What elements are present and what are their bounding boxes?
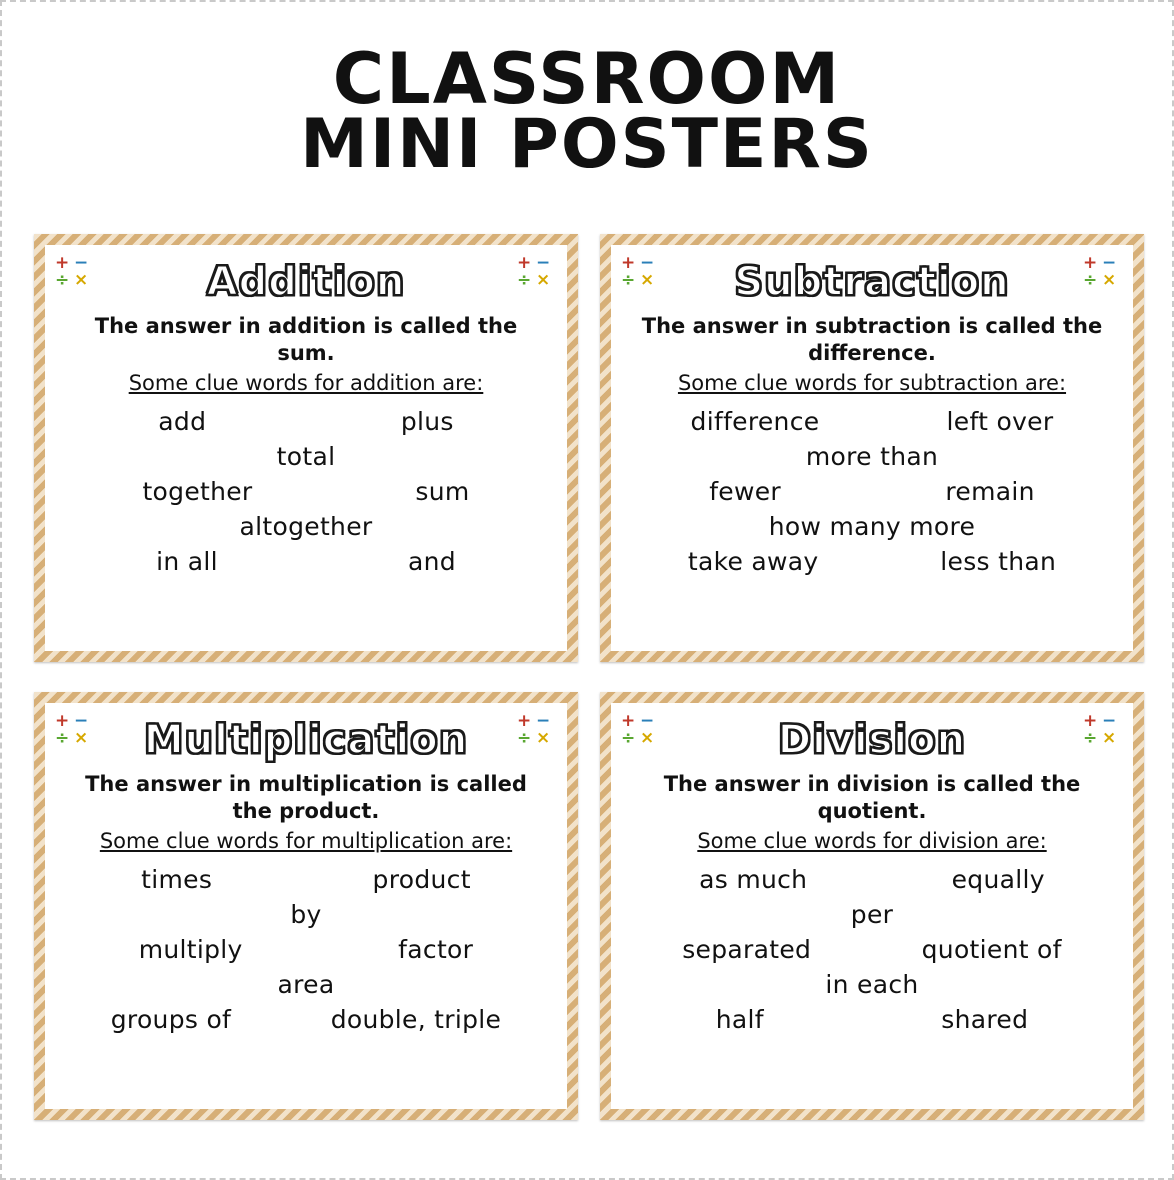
poster-subtraction[interactable]	[600, 234, 1144, 662]
times-icon: ×	[74, 270, 89, 290]
answer-text: The answer in multiplication is called the	[85, 772, 527, 823]
clue-word-row	[61, 1005, 551, 1034]
clue-word: difference	[690, 406, 820, 436]
plus-icon: +	[55, 711, 70, 731]
clue-word: less than	[940, 546, 1057, 576]
clue-heading-multiplication: Some clue words for multiplication are:	[99, 828, 513, 853]
minus-icon: −	[1102, 711, 1117, 731]
clue-word: equally	[951, 864, 1045, 894]
math-symbols-left	[621, 713, 661, 749]
clue-word: in each	[825, 969, 919, 999]
clue-word: take away	[687, 546, 819, 576]
times-icon: ×	[640, 270, 655, 290]
poster-frame-division	[600, 692, 1144, 1120]
answer-statement-addition	[71, 313, 541, 367]
clue-word-row	[61, 547, 551, 576]
clue-word: per	[850, 899, 894, 929]
poster-title-subtraction: Subtraction	[734, 259, 1010, 305]
divide-icon: ÷	[55, 728, 70, 748]
clue-word: groups of	[110, 1004, 232, 1034]
times-icon: ×	[1102, 270, 1117, 290]
math-symbols-left	[55, 255, 95, 291]
poster-title-division: Division	[777, 717, 967, 763]
times-icon: ×	[1102, 728, 1117, 748]
poster-content-subtraction	[611, 245, 1133, 651]
clue-word: total	[276, 441, 336, 471]
minus-icon: −	[640, 711, 655, 731]
clue-word: remain	[945, 476, 1035, 506]
plus-icon: +	[1083, 711, 1098, 731]
times-icon: ×	[536, 728, 551, 748]
clue-word-list-multiplication	[61, 863, 551, 1099]
clue-word-row	[627, 547, 1117, 576]
math-symbols-left	[55, 713, 95, 749]
clue-word-row	[627, 1005, 1117, 1034]
math-symbols-right	[517, 713, 557, 749]
clue-word: plus	[400, 406, 454, 436]
clue-word: altogether	[239, 511, 373, 541]
clue-word: area	[277, 969, 335, 999]
clue-heading-subtraction: Some clue words for subtraction are:	[677, 370, 1067, 395]
answer-text: The answer in addition is called the	[94, 314, 518, 338]
clue-word: more than	[805, 441, 939, 471]
plus-icon: +	[621, 253, 636, 273]
clue-word: factor	[398, 934, 474, 964]
minus-icon: −	[74, 711, 89, 731]
clue-word-row	[61, 442, 551, 471]
page-title	[2, 2, 1172, 184]
plus-icon: +	[55, 253, 70, 273]
clue-word: double, triple	[330, 1004, 502, 1034]
clue-word-row	[61, 477, 551, 506]
answer-term: difference.	[808, 340, 936, 365]
times-icon: ×	[536, 270, 551, 290]
divide-icon: ÷	[517, 270, 532, 290]
answer-term: product.	[279, 798, 380, 823]
poster-content-multiplication	[45, 703, 567, 1109]
clue-word-row	[61, 865, 551, 894]
poster-frame-addition	[34, 234, 578, 662]
answer-statement-subtraction	[637, 313, 1107, 367]
clue-word-row	[627, 477, 1117, 506]
poster-addition[interactable]	[34, 234, 578, 662]
divide-icon: ÷	[517, 728, 532, 748]
plus-icon: +	[621, 711, 636, 731]
poster-frame-subtraction	[600, 234, 1144, 662]
answer-term: sum.	[277, 340, 335, 365]
clue-word: and	[407, 546, 456, 576]
clue-word: multiply	[138, 934, 243, 964]
clue-word-row	[627, 935, 1117, 964]
poster-frame-multiplication	[34, 692, 578, 1120]
clue-word-row	[627, 970, 1117, 999]
clue-word-list-division	[627, 863, 1117, 1099]
math-symbols-left	[621, 255, 661, 291]
poster-content-addition	[45, 245, 567, 651]
clue-word: together	[142, 476, 253, 506]
clue-word-row	[627, 512, 1117, 541]
times-icon: ×	[640, 728, 655, 748]
poster-title-multiplication: Multiplication	[143, 717, 469, 763]
divide-icon: ÷	[1083, 728, 1098, 748]
minus-icon: −	[640, 253, 655, 273]
answer-text: The answer in division is called the	[663, 772, 1081, 796]
minus-icon: −	[536, 711, 551, 731]
clue-word: as much	[699, 864, 808, 894]
math-symbols-right	[1083, 713, 1123, 749]
math-symbols-right	[517, 255, 557, 291]
math-symbols-right	[1083, 255, 1123, 291]
clue-word: product	[372, 864, 471, 894]
plus-icon: +	[1083, 253, 1098, 273]
clue-word-row	[61, 512, 551, 541]
clue-word: quotient of	[921, 934, 1062, 964]
clue-word: left over	[946, 406, 1054, 436]
clue-word-row	[627, 865, 1117, 894]
plus-icon: +	[517, 253, 532, 273]
clue-word: separated	[682, 934, 812, 964]
clue-word: in all	[156, 546, 218, 576]
title-line-1: CLASSROOM	[332, 38, 842, 120]
title-line-2: MINI POSTERS	[300, 104, 874, 184]
poster-multiplication[interactable]	[34, 692, 578, 1120]
clue-word-row	[627, 407, 1117, 436]
answer-term: quotient.	[817, 798, 927, 823]
minus-icon: −	[536, 253, 551, 273]
plus-icon: +	[517, 711, 532, 731]
clue-word-row	[61, 970, 551, 999]
answer-text: The answer in subtraction is called the	[641, 314, 1103, 338]
divide-icon: ÷	[55, 270, 70, 290]
clue-word-row	[61, 935, 551, 964]
clue-word: times	[141, 864, 213, 894]
clue-word-row	[61, 407, 551, 436]
divide-icon: ÷	[621, 270, 636, 290]
answer-statement-multiplication	[71, 771, 541, 825]
clue-word-row	[627, 900, 1117, 929]
divide-icon: ÷	[621, 728, 636, 748]
poster-grid	[34, 234, 1144, 1120]
clue-word-row	[627, 442, 1117, 471]
clue-heading-division: Some clue words for division are:	[697, 828, 1047, 853]
clue-word: add	[158, 406, 207, 436]
answer-statement-division	[637, 771, 1107, 825]
times-icon: ×	[74, 728, 89, 748]
clue-heading-addition: Some clue words for addition are:	[128, 370, 484, 395]
clue-word: how many more	[768, 511, 976, 541]
minus-icon: −	[1102, 253, 1117, 273]
clue-word: sum	[415, 476, 470, 506]
poster-title-addition: Addition	[206, 259, 406, 305]
poster-division[interactable]	[600, 692, 1144, 1120]
clue-word-list-addition	[61, 405, 551, 641]
clue-word-row	[61, 900, 551, 929]
clue-word: half	[715, 1004, 764, 1034]
clue-word: by	[290, 899, 322, 929]
clue-word-list-subtraction	[627, 405, 1117, 641]
clue-word: shared	[941, 1004, 1029, 1034]
poster-content-division	[611, 703, 1133, 1109]
clue-word: fewer	[709, 476, 781, 506]
divide-icon: ÷	[1083, 270, 1098, 290]
minus-icon: −	[74, 253, 89, 273]
